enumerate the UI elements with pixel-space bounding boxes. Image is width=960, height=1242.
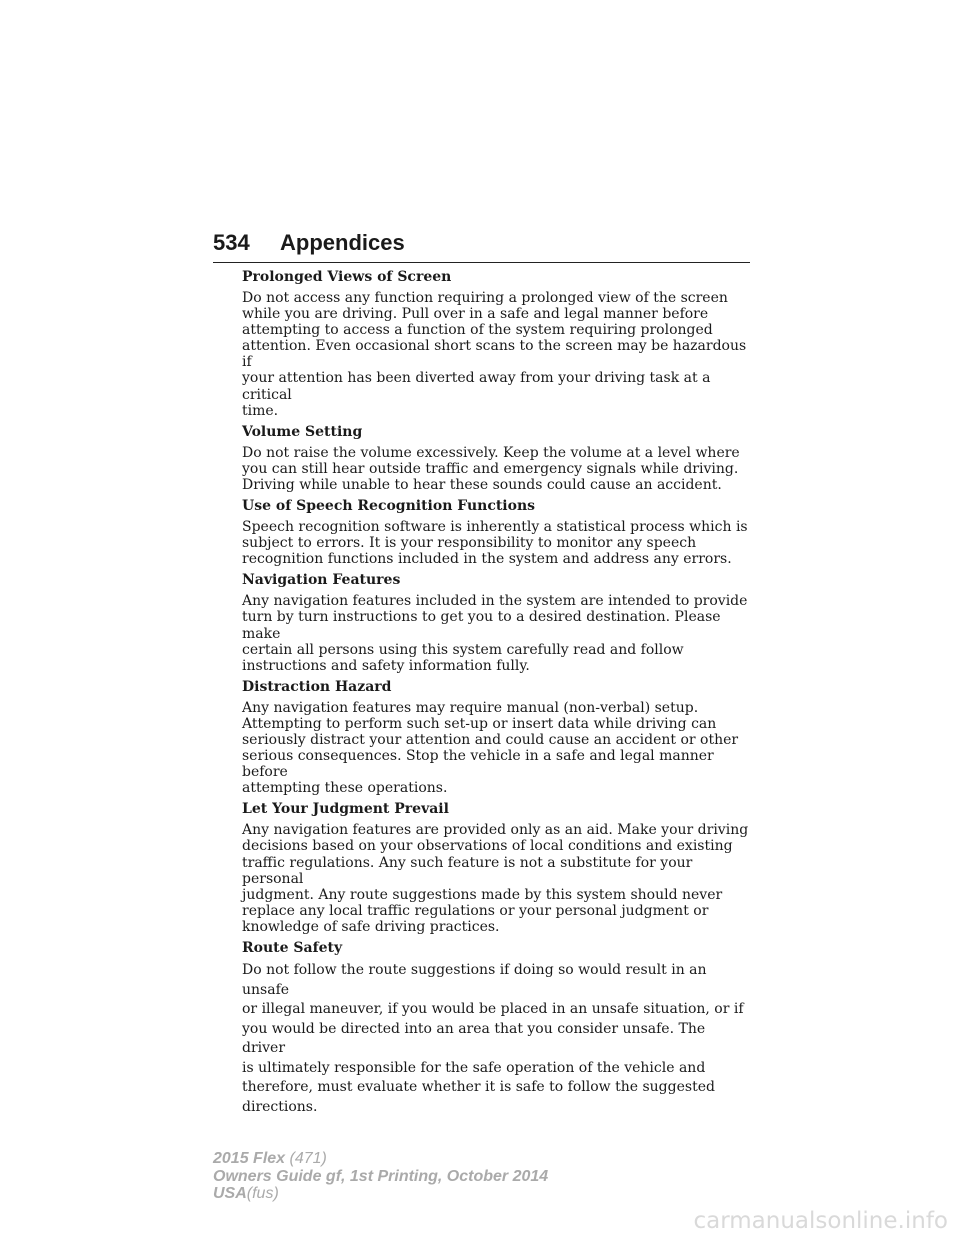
footer-market: USA <box>213 1185 247 1202</box>
section-heading: Distraction Hazard <box>242 678 392 695</box>
section-body: Any navigation features may require manual (non-verbal) setup. Attempting to perform such set-up or insert data while driving can seriously distract your attention and could cause an accident or other serious consequences. Stop the vehicle in a safe and legal manner before attempting these operations. <box>242 699 739 797</box>
footer-market-code: (fus) <box>246 1185 279 1202</box>
section-route-safety <box>242 940 752 1117</box>
section-heading: Navigation Features <box>242 572 401 589</box>
section-heading: Prolonged Views of Screen <box>242 269 452 285</box>
section-body: Do not raise the volume excessively. Keep the volume at a level where you can still hear outside traffic and emergency signals while driving. Driving while unable to hear these sounds could cause an accident. <box>242 444 740 493</box>
section-judgment-prevail <box>242 801 752 935</box>
section-distraction-hazard <box>242 679 752 797</box>
section-heading: Let Your Judgment Prevail <box>242 801 449 818</box>
footer-line-guide: Owners Guide gf, 1st Printing, October 2014 <box>213 1167 549 1185</box>
section-heading: Volume Setting <box>242 423 363 440</box>
section-heading: Use of Speech Recognition Functions <box>242 498 536 515</box>
page-content <box>242 269 752 1122</box>
watermark-text: carmanualsonline.info <box>693 1208 948 1234</box>
section-title: Appendices <box>280 230 405 255</box>
section-body: Do not follow the route suggestions if doing so would result in an unsafe or illegal maneuver, if you would be placed in an unsafe situation, or if you would be directed into an area that you consider unsafe. The driver is ultimately responsible for the safe operation of the vehicle and therefore, must evaluate whether it is safe to follow the suggested directions. <box>242 962 744 1115</box>
section-prolonged-views <box>242 269 752 419</box>
print-footer <box>213 1150 548 1203</box>
section-body: Do not access any function requiring a prolonged view of the screen while you are driving. Pull over in a safe and legal manner before attempting to access a function of the system requiring prolonged attention. Even occasional short scans to the screen may be hazardous if your attention has been diverted away from your driving task at a critical time. <box>242 290 747 419</box>
page-number: 534 <box>213 230 250 255</box>
section-body: Any navigation features are provided only as an aid. Make your driving decisions based on your observations of local conditions and existing traffic regulations. Any such feature is not a substitute for your personal judgment. Any route suggestions made by this system should never replace any local traffic regulations or your personal judgment or knowledge of safe driving practices. <box>242 822 749 935</box>
page-header <box>213 228 750 263</box>
footer-model-code: (471) <box>289 1150 327 1167</box>
section-heading: Route Safety <box>242 940 343 956</box>
section-speech-recognition <box>242 498 752 567</box>
section-volume-setting <box>242 424 752 493</box>
section-navigation-features <box>242 572 752 673</box>
footer-line-market <box>213 1185 548 1203</box>
footer-model: 2015 Flex <box>213 1150 286 1167</box>
section-body: Any navigation features included in the system are intended to provide turn by turn instructions to get you to a desired destination. Please make certain all persons using this system carefully read and follow instructions and safety information fully. <box>242 593 748 674</box>
footer-line-model <box>213 1150 548 1168</box>
section-body: Speech recognition software is inherently a statistical process which is subject to errors. It is your responsibility to monitor any speech recognition functions included in the system and address any errors. <box>242 519 748 568</box>
